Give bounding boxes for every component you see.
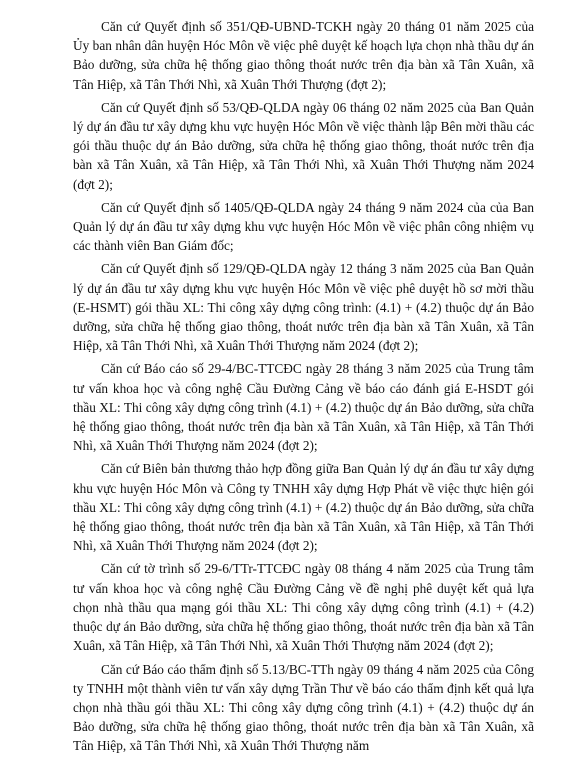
paragraph-decision-129: Căn cứ Quyết định số 129/QĐ-QLDA ngày 12 tháng 3 năm 2025 của Ban Quản lý dự án đầu tư xây dựng khu vực huyện Hóc Môn về việc phê duyệt hồ sơ mời thầu (E-HSMT) gói thầu XL: Thi công xây dựng công trình: (4.1) + (4.2) thuộc dự án Bảo dưỡng, sửa chữa hệ thống giao thông, thoát nước trên địa bàn xã Tân Xuân, xã Tân Hiệp, xã Tân Thới Nhì, xã Xuân Thới Thượng năm 2024 (đợt 2); — [73, 261, 534, 354]
paragraph-negotiation-minutes: Căn cứ Biên bản thương thảo hợp đồng giữa Ban Quản lý dự án đầu tư xây dựng khu vực huyện Hóc Môn và Công ty TNHH xây dựng Hợp Phát về việc thực hiện gói thầu XL: Thi công xây dựng công trình (4.1) + (4.2) thuộc dự án Bảo dưỡng, sửa chữa hệ thống giao thông, thoát nước trên địa bàn xã Tân Xuân, xã Tân Hiệp, xã Tân Thới Nhì, xã Xuân Thới Thượng năm 2024 (đợt 2); — [73, 461, 534, 554]
paragraph-decision-53: Căn cứ Quyết định số 53/QĐ-QLDA ngày 06 tháng 02 năm 2025 của Ban Quản lý dự án đầu tư xây dựng khu vực huyện Hóc Môn về việc thành lập Bên mời thầu các gói thầu thuộc dự án Bảo dưỡng, sửa chữa hệ thống giao thông, thoát nước trên địa bàn xã Tân Xuân, xã Tân Hiệp, xã Tân Thới Nhì, xã Xuân Thới Thượng năm 2024 (đợt 2); — [73, 99, 534, 192]
paragraph-decision-1405: Căn cứ Quyết định số 1405/QĐ-QLDA ngày 24 tháng 9 năm 2024 của của Ban Quản lý dự án đầu tư xây dựng khu vực huyện Hóc Môn về việc phân công nhiệm vụ các thành viên Ban Giám đốc; — [73, 199, 534, 254]
paragraph-report-29-4: Căn cứ Báo cáo số 29-4/BC-TTCĐC ngày 28 tháng 3 năm 2025 của Trung tâm tư vấn khoa học và công nghệ Cầu Đường Cảng về báo cáo đánh giá E-HSDT gói thầu XL: Thi công xây dựng công trình (4.1) + (4.2) thuộc dự án Bảo dưỡng, sửa chữa hệ thống giao thông, thoát nước trên địa bàn xã Tân Xuân, xã Tân Hiệp, xã Tân Thới Nhì, xã Xuân Thới Thượng năm 2024 (đợt 2); — [73, 361, 534, 454]
paragraph-submission-29-6: Căn cứ tờ trình số 29-6/TTr-TTCĐC ngày 08 tháng 4 năm 2025 của Trung tâm tư vấn khoa học và công nghệ Cầu Đường Cảng về đề nghị phê duyệt kết quả lựa chọn nhà thầu qua mạng gói thầu XL: Thi công xây dựng công trình (4.1) + (4.2) thuộc dự án Bảo dưỡng, sửa chữa hệ thống giao thông, thoát nước trên địa bàn xã Tân Xuân, xã Tân Hiệp, xã Tân Thới Nhì, xã Xuân Thới Thượng năm 2024 (đợt 2); — [73, 561, 534, 654]
paragraph-decision-351: Căn cứ Quyết định số 351/QĐ-UBND-TCKH ngày 20 tháng 01 năm 2025 của Ủy ban nhân dân huyện Hóc Môn về việc phê duyệt kế hoạch lựa chọn nhà thầu dự án Bảo dưỡng, sửa chữa hệ thống giao thông thoát nước trên địa bàn xã Tân Xuân, xã Tân Hiệp, xã Tân Thới Nhì, xã Xuân Thới Thượng (đợt 2); — [73, 19, 534, 92]
paragraph-appraisal-report: Căn cứ Báo cáo thẩm định số 5.13/BC-TTh ngày 09 tháng 4 năm 2025 của Công ty TNHH một thành viên tư vấn xây dựng Trần Thư về báo cáo thẩm định kết quả lựa chọn nhà thầu gói thầu XL: Thi công xây dựng công trình (4.1) + (4.2) thuộc dự án Bảo dưỡng, sửa chữa hệ thống giao thông, thoát nước trên địa bàn xã Tân Xuân, xã Tân Hiệp, xã Tân Thới Nhì, xã Xuân Thới Thượng năm — [73, 661, 534, 754]
